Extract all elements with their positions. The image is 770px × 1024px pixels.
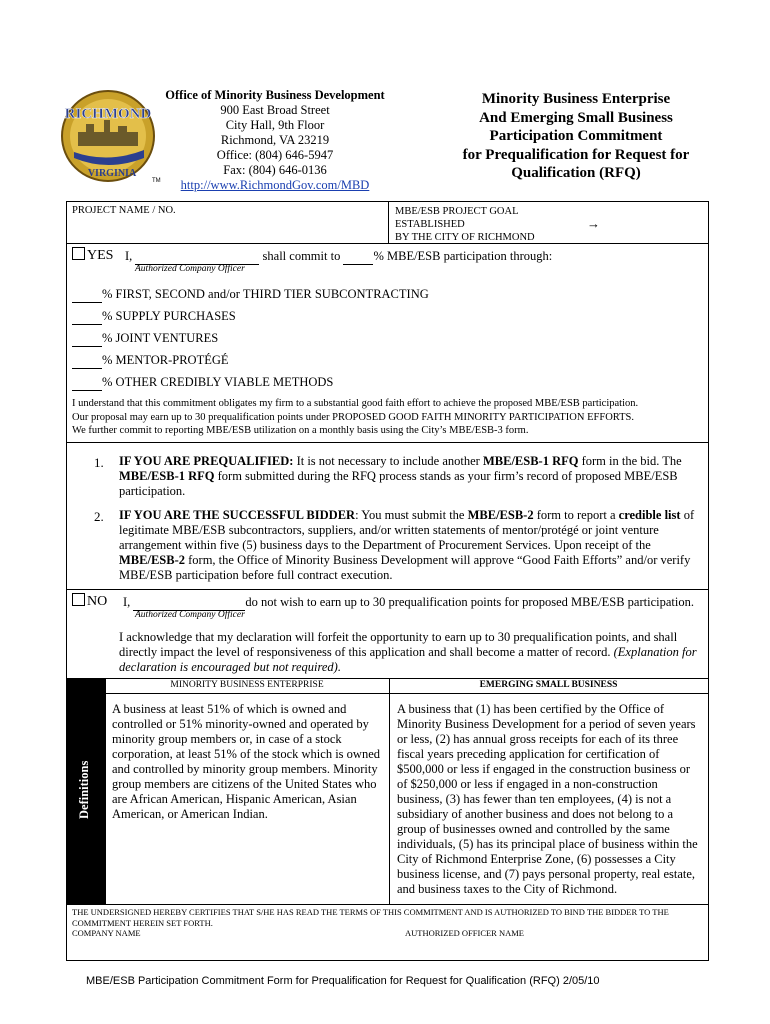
method-percent-field[interactable] — [72, 331, 102, 347]
item-text: It is not necessary to include another — [293, 454, 483, 468]
ack-italic-text: (Explanation for declaration is encouraged but not required). — [119, 645, 697, 674]
ack-text: I acknowledge that my declaration will forfeit the opportunity to earn up to 30 prequalification points, and shall directly impact the level of responsiveness of this application and shall become a matter of record. — [119, 630, 678, 659]
item-text: : You must submit the — [355, 508, 468, 522]
project-goal-label — [395, 205, 535, 244]
method-percent-field[interactable] — [72, 309, 102, 325]
goal-line: ESTABLISHED — [395, 219, 465, 230]
understanding-line: We further commit to reporting MBE/ESB utilization on a monthly basis using the City’s MBE/ESB-3 form. — [72, 425, 529, 436]
no-officer-caption: Authorized Company Officer — [135, 610, 245, 620]
item-bold: MBE/ESB-2 — [119, 553, 185, 567]
form-title-line: Minority Business Enterprise — [481, 91, 671, 107]
office-city: Richmond, VA 23219 — [220, 133, 330, 147]
project-name-label: PROJECT NAME / NO. — [72, 205, 176, 216]
no-decline-text: do not wish to earn up to 30 prequalification points for proposed MBE/ESB participation. — [245, 595, 694, 609]
method-label: % SUPPLY PURCHASES — [102, 309, 236, 323]
method-percent-field[interactable] — [72, 375, 102, 391]
method-joint-ventures — [72, 331, 218, 347]
acknowledgement — [119, 630, 705, 675]
item-bold: MBE/ESB-1 RFQ — [482, 454, 579, 468]
definitions-label: Definitions — [77, 760, 91, 819]
item-text: form in the bid. The — [578, 454, 682, 468]
understanding-statement — [72, 397, 707, 438]
yes-checkbox[interactable] — [72, 247, 85, 260]
trademark-mark: TM — [152, 178, 161, 184]
no-option[interactable] — [72, 593, 107, 610]
office-address — [150, 88, 400, 193]
understanding-line: Our proposal may earn up to 30 prequalification points under PROPOSED GOOD FAITH MINORITY PARTICIPATION EFFORTS. — [72, 411, 635, 423]
item-successful-bidder — [119, 508, 705, 583]
no-i: I, — [123, 595, 131, 609]
item-bold: MBE/ESB-1 RFQ — [119, 469, 215, 483]
item-lead: IF YOU ARE PREQUALIFIED: — [119, 454, 294, 468]
office-floor: City Hall, 9th Floor — [225, 118, 325, 132]
yes-officer-name-field[interactable] — [135, 249, 259, 265]
method-label: % FIRST, SECOND and/or THIRD TIER SUBCONTRACTING — [102, 287, 429, 301]
item-prequalified — [119, 454, 705, 499]
office-name: Office of Minority Business Development — [165, 88, 385, 102]
item-number: 2. — [94, 509, 104, 524]
goal-arrow-icon: → — [587, 216, 600, 231]
mbe-header: MINORITY BUSINESS ENTERPRISE — [170, 680, 324, 690]
method-percent-field[interactable] — [72, 353, 102, 369]
item-text: form submitted during the RFQ process stands as your firm’s record of proposed MBE/ESB participation. — [119, 469, 678, 498]
form-title — [456, 90, 696, 183]
item-text: form to report a — [533, 508, 619, 522]
item-number: 1. — [94, 455, 104, 470]
method-label: % MENTOR-PROTÉGÉ — [102, 353, 229, 367]
company-name-field[interactable] — [72, 940, 392, 958]
city-seal-logo — [60, 86, 164, 186]
item-text: form, the Office of Minority Business Development will approve “Good Faith Efforts” and/or verify MBE/ESB participation before full contract execution. — [119, 553, 691, 582]
form-title-line: Qualification (RFQ) — [511, 165, 641, 181]
certification-statement: THE UNDERSIGNED HEREBY CERTIFIES THAT S/HE HAS READ THE TERMS OF THIS COMMITMENT AND IS AUTHORIZED TO BIND THE BIDDER TO THE COMMITMENT HEREIN SET FORTH. — [72, 907, 669, 928]
esb-definition: A business that (1) has been certified by the Office of Minority Business Development for a period of seven years or less, (2) has annual gross receipts for each of its three fiscal years preceding application for certification of $500,000 or less if engaged in the construction business or of $250,000 or less if engaged in a non-construction business, (3) has fewer than ten employees, (4) is not a subsidiary of another business and does not belong to a group of businesses owned and controlled by the same individuals, (5) has its principal place of business within the City of Richmond Enterprise Zone, (6) possesses a City business license, and (7) pays personal property, real estate, and business taxes to the City of Richmond. — [397, 702, 698, 896]
method-label: % OTHER CREDIBLY VIABLE METHODS — [102, 375, 334, 389]
item-bold: credible list — [618, 508, 681, 522]
method-percent-field[interactable] — [72, 287, 102, 303]
yes-option[interactable] — [72, 247, 113, 264]
form-title-line: Participation Commitment — [489, 128, 663, 144]
goal-line: MBE/ESB PROJECT GOAL — [395, 206, 519, 217]
yes-percent-field[interactable] — [343, 249, 373, 265]
seal-top-text: RICHMOND — [64, 106, 152, 122]
method-mentor — [72, 353, 229, 369]
mbe-definition: A business at least 51% of which is owned and controlled or 51% minority-owned and operated by minority group members or, in case of a stock corporation, at least 51% of the stock which is owned and controlled by minority group members. Minority group members are citizens of the United States who are African American, Hispanic American, Asian American, or American Indian. — [112, 702, 380, 821]
officer-name-field[interactable] — [405, 940, 705, 958]
office-website-link[interactable]: http://www.RichmondGov.com/MBD — [180, 178, 370, 192]
participation-text: % MBE/ESB participation through: — [373, 249, 553, 263]
goal-line: BY THE CITY OF RICHMOND — [395, 232, 535, 243]
no-decline-line — [123, 595, 694, 611]
officer-name-label: AUTHORIZED OFFICER NAME — [405, 928, 524, 938]
form-footer: MBE/ESB Participation Commitment Form for Prequalification for Request for Qualification (RFQ) 2/05/10 — [86, 975, 600, 987]
form-title-line: for Prequalification for Request for — [462, 146, 690, 163]
method-subcontracting — [72, 287, 429, 303]
method-other — [72, 375, 333, 391]
item-lead: IF YOU ARE THE SUCCESSFUL BIDDER — [119, 508, 356, 522]
form-title-line: And Emerging Small Business — [479, 109, 673, 126]
yes-i: I, — [125, 249, 133, 263]
item-bold: MBE/ESB-2 — [467, 508, 534, 522]
no-officer-name-field[interactable] — [133, 595, 245, 611]
method-supply — [72, 309, 236, 325]
definitions-band — [67, 679, 105, 904]
office-phone: Office: (804) 646-5947 — [216, 148, 334, 162]
yes-label: YES — [87, 248, 114, 263]
understanding-line: I understand that this commitment obligates my firm to a substantial good faith effort to achieve the proposed MBE/ESB participation. — [72, 398, 639, 409]
commitment-form — [66, 201, 709, 961]
seal-bottom-text: VIRGINIA — [87, 168, 137, 179]
shall-commit-text: shall commit to — [262, 249, 341, 263]
item-text: of legitimate MBE/ESB subcontractors, suppliers, and/or written statements of mentor/protégé or joint venture arrangement within five (5) business days to the Department of Procurement Services. Upon receipt of the — [119, 508, 695, 552]
esb-header: EMERGING SMALL BUSINESS — [479, 680, 618, 690]
yes-officer-caption: Authorized Company Officer — [135, 264, 245, 274]
no-checkbox[interactable] — [72, 593, 85, 606]
no-label: NO — [87, 594, 108, 609]
office-street: 900 East Broad Street — [220, 103, 330, 117]
method-label: % JOINT VENTURES — [102, 331, 219, 345]
office-fax: Fax: (804) 646-0136 — [223, 163, 327, 177]
yes-commit-line — [125, 249, 552, 265]
company-name-label: COMPANY NAME — [72, 928, 141, 938]
